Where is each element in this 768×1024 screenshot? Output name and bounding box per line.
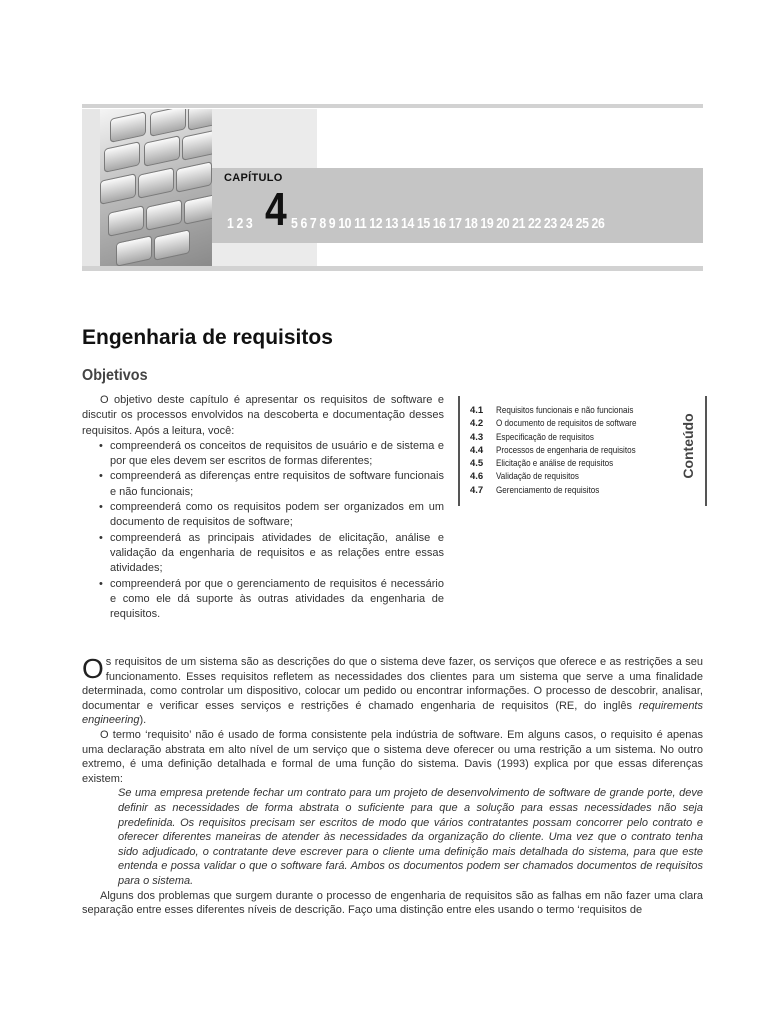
banner-left-strip [82, 109, 100, 266]
objective-item: • compreenderá os conceitos de requisitos de usuário e de sistema e por que eles devem ser escritos de formas diferentes; [110, 439, 444, 470]
objective-item: • compreenderá como os requisitos podem ser organizados em um documento de requisitos de software; [110, 500, 444, 531]
body-paragraph-2: O termo ‘requisito’ não é usado de forma consistente pela indústria de software. Em alguns casos, o requisito é apenas uma declaração abstrata em alto nível de um serviço que o sistema deve oferecer ou uma restrição a um sistema. No outro extremo, é uma definição detalhada e formal de uma função do sistema. Davis (1993) explica por que essas diferenças existem: [82, 728, 703, 785]
contents-label: Conteúdo [680, 413, 696, 479]
contents-item[interactable] [470, 417, 661, 430]
drop-cap: O [82, 653, 104, 684]
chapter-index-item: 9 [328, 215, 336, 232]
contents-item[interactable] [470, 470, 661, 483]
chapter-index-item: 1 [227, 215, 234, 232]
chapter-index-item: 8 [319, 215, 326, 232]
contents-item-number: 4.4 [470, 444, 484, 456]
body-paragraph-1 [82, 655, 703, 728]
chapter-index-item: 10 [338, 215, 352, 232]
contents-item-label: Processos de engenharia de requisitos [496, 444, 636, 456]
objective-item: • compreenderá por que o gerenciamento de requisitos é necessário e como ele dá suporte às outras atividades da engenharia de requisitos. [110, 577, 444, 623]
chapter-index-item: 3 [245, 215, 253, 232]
contents-item[interactable] [470, 431, 661, 444]
chapter-title: Engenharia de requisitos [82, 326, 333, 349]
keyboard-image [100, 109, 212, 266]
contents-box [458, 396, 707, 506]
chapter-numbers-before [227, 215, 252, 232]
chapter-index-item: 13 [385, 215, 399, 232]
contents-item-number: 4.5 [470, 458, 484, 470]
contents-item[interactable] [470, 444, 661, 457]
contents-item-label: O documento de requisitos de software [496, 418, 637, 430]
chapter-index-item: 12 [369, 215, 383, 232]
contents-side-label [678, 408, 698, 486]
contents-item[interactable] [470, 457, 661, 470]
body-paragraph-1-end: ). [139, 714, 147, 727]
contents-item-label: Gerenciamento de requisitos [496, 484, 600, 496]
contents-item-label: Especificação de requisitos [496, 431, 594, 443]
contents-item-number: 4.6 [470, 471, 484, 483]
chapter-label: CAPÍTULO [224, 172, 283, 184]
chapter-index-item: 24 [559, 215, 573, 232]
chapter-index-item: 7 [309, 215, 317, 232]
chapter-index-item: 11 [354, 215, 367, 232]
banner-bottom-rule [82, 266, 703, 271]
objectives-heading: Objetivos [82, 367, 148, 384]
objective-item: • compreenderá as principais atividades de elicitação, análise e validação da engenharia de requisitos e as relações entre essas atividades; [110, 531, 444, 577]
block-quote: Se uma empresa pretende fechar um contrato para um projeto de desenvolvimento de software de grande porte, deve definir as necessidades de forma abstrata o suficiente para que a solução para essas necessidades não seja predefinida. Os requisitos precisam ser escritos de modo que vários contratantes possam concorrer pelo contrato e oferecer diferentes maneiras de atender às necessidades da organização do cliente. Uma vez que o contrato tenha sido adjudicado, o contratante deve escrever para o cliente uma definição mais detalhada do sistema, para que este entenda e possa validar o que o software fará. Ambos os documentos podem ser chamados documentos de requisitos para o sistema. [118, 787, 703, 887]
objective-item: • compreenderá as diferenças entre requisitos de software funcionais e não funcionais; [110, 469, 444, 500]
chapter-index-item: 17 [448, 215, 462, 232]
chapter-index-item: 22 [528, 215, 541, 232]
chapter-index-item: 18 [464, 215, 478, 232]
chapter-index-item: 25 [575, 215, 589, 232]
body-text [82, 655, 703, 918]
chapter-index-item: 15 [416, 215, 430, 232]
chapter-index-item: 23 [543, 215, 557, 232]
objectives-intro: O objetivo deste capítulo é apresentar os requisitos de software e discutir os processos envolvidos na descoberta e documentação desses requisitos. Após a leitura, você: [82, 394, 444, 437]
chapter-index-item: 20 [496, 215, 510, 232]
contents-item-label: Validação de requisitos [496, 471, 579, 483]
chapter-index-item: 2 [236, 215, 243, 232]
chapter-numbers-after [291, 215, 604, 232]
chapter-index-item: 5 [291, 215, 298, 232]
chapter-number: 4 [265, 183, 287, 235]
chapter-banner [82, 104, 703, 272]
chapter-index-item: 16 [432, 215, 446, 232]
contents-list [470, 404, 661, 497]
contents-item-number: 4.7 [470, 484, 484, 496]
objectives-section [82, 393, 444, 622]
contents-item-number: 4.3 [470, 431, 484, 443]
body-paragraph-1-italic: requirements engineering [82, 699, 703, 727]
body-paragraph-3: Alguns dos problemas que surgem durante o processo de engenharia de requisitos são as falhas em não fazer uma clara separação entre esses diferentes níveis de descrição. Faço uma distinção entre eles usando o termo ‘requisitos de [82, 889, 703, 917]
objectives-list [82, 439, 444, 623]
chapter-index-item: 6 [300, 215, 307, 232]
banner-top-rule [82, 104, 703, 108]
contents-item-label: Requisitos funcionais e não funcionais [496, 405, 634, 416]
chapter-index-item: 19 [480, 215, 494, 232]
contents-item-number: 4.1 [470, 405, 484, 416]
contents-item-number: 4.2 [470, 418, 484, 430]
contents-item[interactable] [470, 484, 661, 497]
contents-item[interactable] [470, 404, 661, 417]
chapter-index-item: 14 [401, 215, 414, 232]
body-paragraph-1-text: s requisitos de um sistema são as descrições do que o sistema deve fazer, os serviços que oferece e as restrições a seu funcionamento. Esses requisitos refletem as necessidades dos clientes para um sistema que serve a uma finalidade determinada, como controlar um dispositivo, colocar um pedido ou encontrar informações. O processo de descobrir, analisar, documentar e verificar esses serviços e restrições é chamado engenharia de requisitos (RE, do inglês [82, 656, 703, 712]
chapter-index-item: 21 [512, 215, 526, 232]
chapter-index-item: 26 [591, 215, 605, 232]
contents-item-label: Elicitação e análise de requisitos [496, 458, 614, 470]
